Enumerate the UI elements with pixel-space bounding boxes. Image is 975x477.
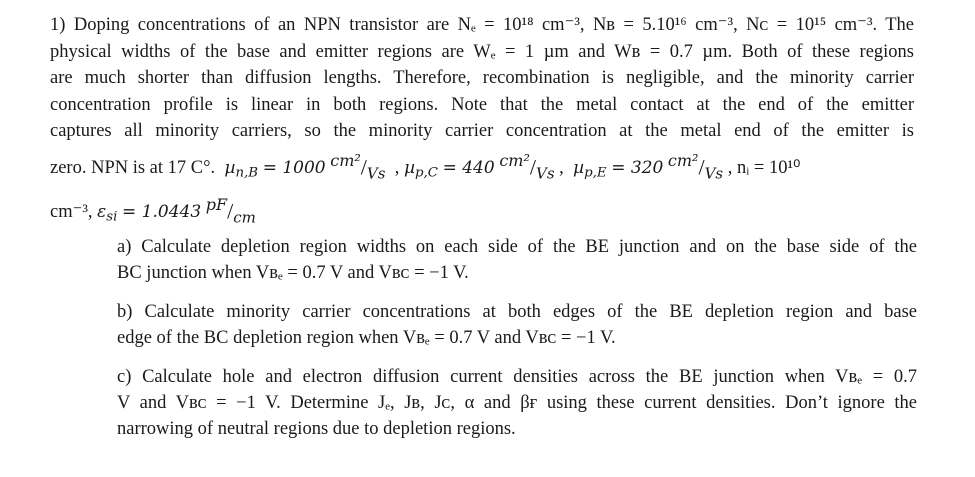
unit-denominator: Vs bbox=[704, 163, 724, 182]
part-c-line-2: V and Vʙᴄ = −1 V. Determine Jₑ, Jʙ, Jᴄ, α and βғ using these current densities. Don’t ignore the bbox=[117, 393, 917, 413]
eps-unit-numerator: pF bbox=[205, 195, 228, 215]
line7-lead: cm⁻³, bbox=[50, 202, 93, 223]
mu-pc-value: = 440 bbox=[442, 157, 495, 178]
part-a bbox=[117, 234, 917, 286]
eps-unit-denominator: cm bbox=[233, 208, 256, 227]
problem-statement bbox=[50, 12, 914, 234]
problem-line-2: physical widths of the base and emitter regions are Wₑ = 1 µm and Wʙ = 0.7 µm. Both of these regions bbox=[50, 41, 914, 62]
unit-denominator: Vs bbox=[535, 163, 555, 182]
part-a-line-1: a) Calculate depletion region widths on each side of the BE junction and on the base side of the bbox=[117, 237, 917, 257]
mu-pe-value: = 320 bbox=[611, 157, 664, 178]
problem-line-4: concentration profile is linear in both regions. Note that the metal contact at the end of the emitter bbox=[50, 94, 914, 115]
part-c bbox=[117, 364, 917, 442]
question-parts bbox=[117, 234, 917, 455]
mu-nb-value: = 1000 bbox=[262, 157, 326, 178]
line6-lead: zero. NPN is at 17 C°. bbox=[50, 157, 216, 178]
mu-pc-symbol: µ bbox=[403, 157, 415, 178]
part-b bbox=[117, 299, 917, 351]
unit-numerator: cm² bbox=[499, 150, 530, 170]
epsilon-symbol: ε bbox=[97, 202, 107, 223]
mu-pc-subscript: p,C bbox=[415, 165, 438, 181]
problem-line-6: zero. NPN is at 17 C°. µ$_{n,B}$ = 1000 cm²/$_{Vs}$ , µ$_{p,C}$ = 440 cm²/$_{Vs}$ , µ$_{p,E}$ = 320 cm²/$_{Vs}$ , nᵢ = 10¹⁰ bbox=[50, 150, 801, 182]
part-a-line-2: BC junction when Vʙₑ = 0.7 V and Vʙᴄ = −1 V. bbox=[117, 263, 469, 283]
epsilon-subscript: si bbox=[106, 209, 118, 225]
mu-nb-symbol: µ bbox=[224, 157, 236, 178]
problem-line-1: 1) Doping concentrations of an NPN transistor are Nₑ = 10¹⁸ cm⁻³, Nʙ = 5.10¹⁶ cm⁻³, Nᴄ = 10¹⁵ cm⁻³. The bbox=[50, 15, 914, 35]
problem-line-7: cm⁻³, $\varepsilon_{si} = 1.0443$ $pF/_{cm}$ bbox=[50, 195, 256, 227]
part-c-line-1: c) Calculate hole and electron diffusion current densities across the BE junction when Vʙₑ = 0.7 bbox=[117, 367, 917, 387]
ni-text: , nᵢ = 10¹⁰ bbox=[727, 157, 801, 178]
unit-denominator: Vs bbox=[366, 163, 386, 182]
mu-nb-subscript: n,B bbox=[235, 165, 259, 181]
problem-line-3: are much shorter than diffusion lengths. Therefore, recombination is negligible, and the minority carrier bbox=[50, 68, 914, 88]
epsilon-value: = 1.0443 bbox=[122, 202, 202, 223]
unit-numerator: cm² bbox=[667, 150, 699, 170]
part-b-line-1: b) Calculate minority carrier concentrations at both edges of the BE depletion region and base bbox=[117, 302, 917, 322]
mu-pe-symbol: µ bbox=[573, 157, 585, 178]
part-b-line-2: edge of the BC depletion region when Vʙₑ = 0.7 V and Vʙᴄ = −1 V. bbox=[117, 328, 616, 348]
mu-pe-subscript: p,E bbox=[584, 165, 607, 181]
problem-line-5: captures all minority carriers, so the minority carrier concentration at the metal end of the emitter is bbox=[50, 121, 914, 141]
part-c-line-3: narrowing of neutral regions due to depletion regions. bbox=[117, 419, 516, 439]
unit-numerator: cm² bbox=[330, 150, 361, 170]
